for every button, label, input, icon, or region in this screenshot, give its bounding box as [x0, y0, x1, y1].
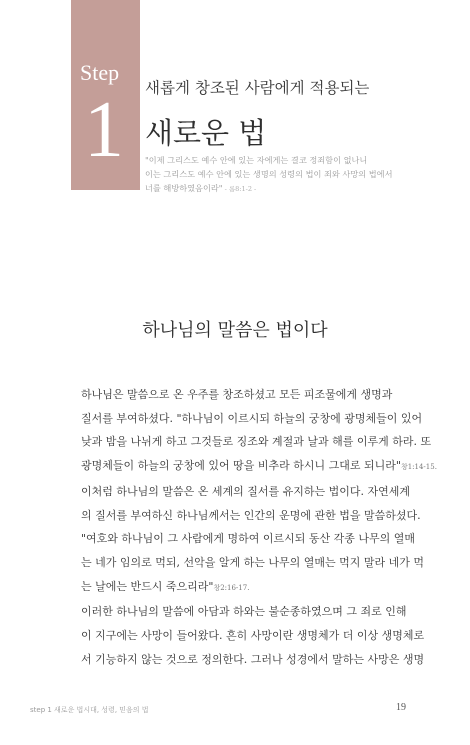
step-number: 1: [84, 86, 124, 174]
body-line: 서 기능하지 않는 것으로 정의한다. 그러나 성경에서 말하는 사망은 생명: [81, 652, 425, 666]
body-line: 하나님은 말씀으로 온 우주를 창조하셨고 모든 피조물에게 생명과: [81, 388, 393, 401]
scripture-reference: 창2:16-17.: [213, 583, 250, 592]
quote-line: "이제 그리스도 예수 안에 있는 자에게는 결코 정죄함이 없나니: [145, 155, 368, 165]
body-line-text: 는 날에는 반드시 죽으리라": [81, 579, 214, 593]
body-line: [81, 575, 401, 601]
quote-line: [145, 181, 450, 196]
quote-reference: - 롬8:1-2 -: [222, 185, 257, 193]
running-head: step 1 새로운 법시대, 성령, 믿음의 법: [30, 706, 149, 714]
body-line: 이러한 하나님의 말씀에 아담과 하와는 불순종하였으며 그 죄로 인해: [81, 605, 407, 619]
body-line: 낮과 밤을 나뉘게 하고 그것들로 징조와 계절과 날과 해를 이루게 하라. 또: [81, 435, 432, 449]
body-line-text: 광명체들이 하늘의 궁창에 있어 땅을 비추라 하시니 그대로 되니라": [81, 459, 401, 473]
body-line: 는 네가 임의로 먹되, 선악을 알게 하는 나무의 열매는 먹지 말라 네가 먹: [81, 555, 424, 569]
body-line: 이처럼 하나님의 말씀은 온 세계의 질서를 유지하는 법이다. 자연세계: [81, 484, 410, 498]
chapter-subtitle: 새롭게 창조된 사람에게 적용되는: [145, 79, 370, 97]
chapter-title: 새로운 법: [145, 116, 267, 150]
body-line: 의 질서를 부여하신 하나님께서는 인간의 운명에 관한 법을 말씀하셨다.: [81, 508, 421, 522]
body-text: [81, 383, 437, 671]
body-line: "여호와 하나님이 그 사람에게 명하여 이르시되 동산 각종 나무의 열매: [81, 532, 416, 546]
quote-line: 이는 그리스도 예수 안에 있는 생명의 성령의 법이 죄와 사망의 법에서: [145, 169, 393, 179]
body-line: 이 지구에는 사망이 들어왔다. 흔히 사망이란 생명체가 더 이상 생명체로: [81, 629, 425, 643]
page-number: 19: [396, 702, 406, 713]
step-label: Step: [80, 60, 120, 85]
section-heading: 하나님의 말씀은 법이다: [142, 320, 328, 341]
scripture-reference: 창1:14-15.: [400, 463, 437, 472]
intro-quote: [145, 153, 450, 196]
body-line: 질서를 부여하셨다. "하나님이 이르시되 하늘의 궁창에 광명체들이 있어: [81, 411, 423, 425]
body-line: [81, 454, 437, 480]
quote-line-text: 너를 해방하였음이라": [145, 183, 223, 193]
